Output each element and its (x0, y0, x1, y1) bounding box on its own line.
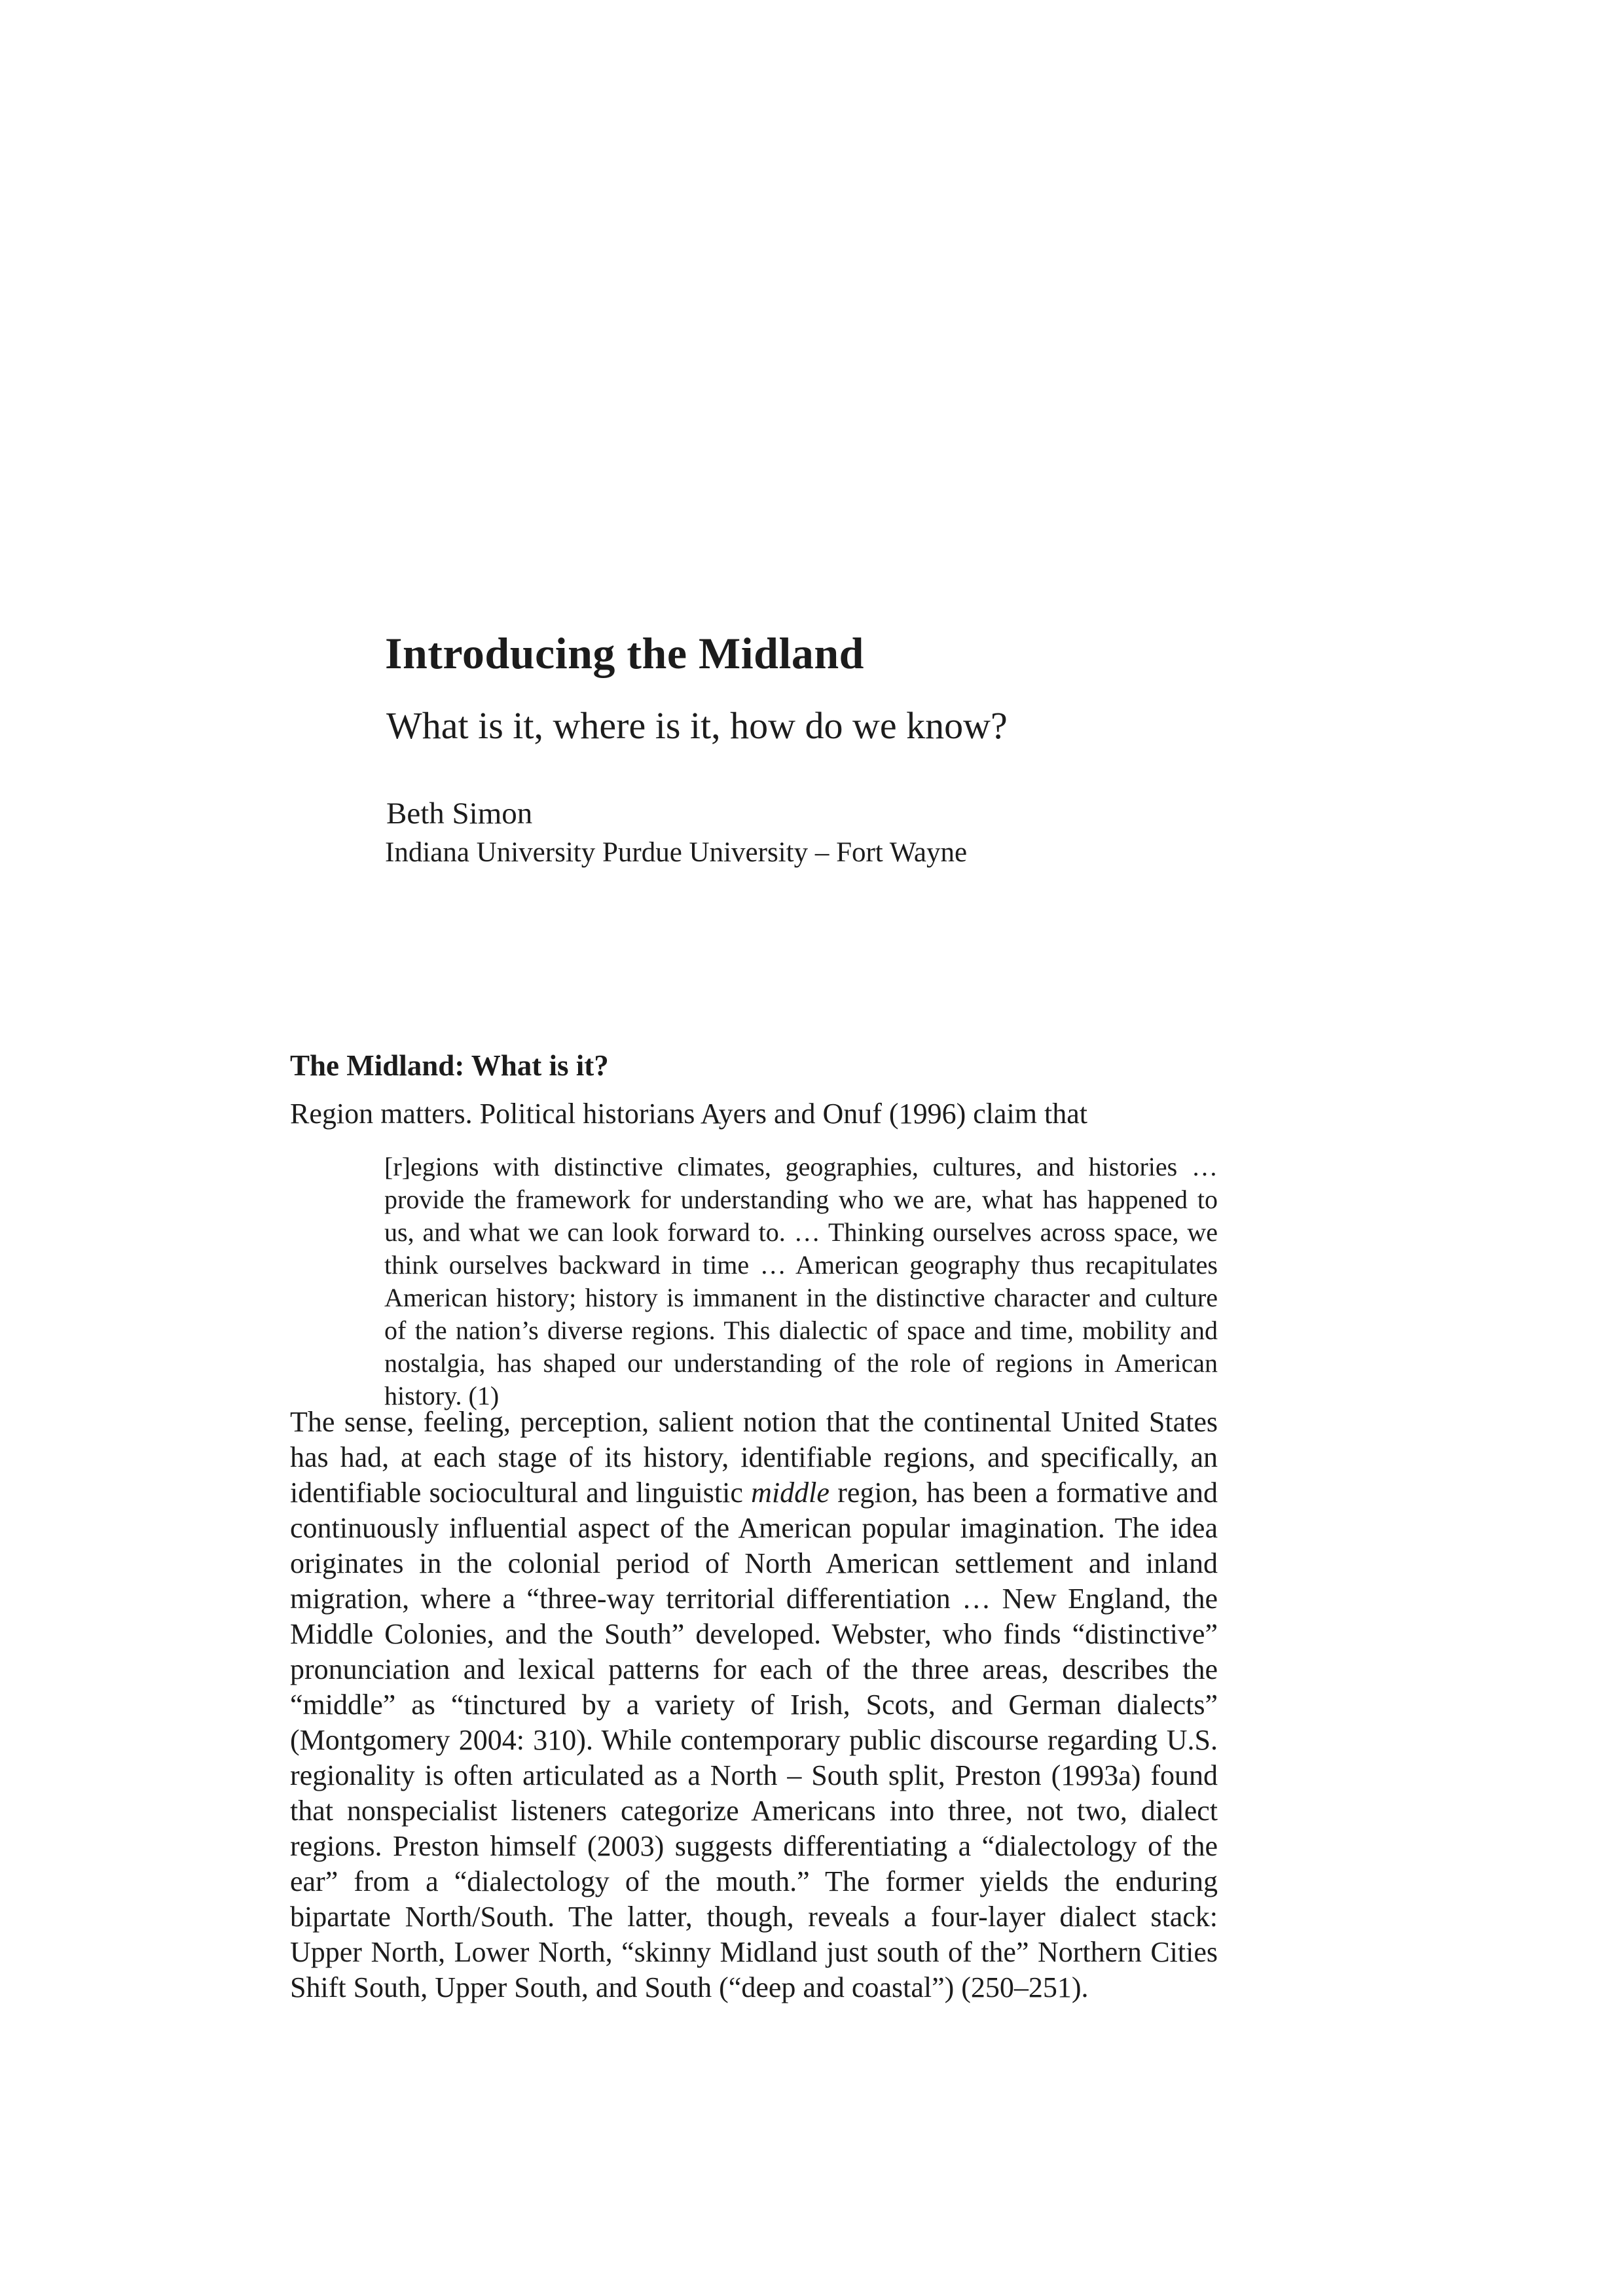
chapter-subtitle: What is it, where is it, how do we know? (386, 704, 1008, 747)
main-paragraph-text-start: The sense, feeling, perception, salient notion that the continental United States has had, at each stage of its history, identifiable regions, and specifically, an identifiable sociocultural and linguistic (290, 1406, 1218, 1509)
main-paragraph-italic-word: middle (751, 1477, 830, 1509)
block-quote: [r]egions with distinctive climates, geographies, cultures, and histories … provide the framework for understanding who we are, what has happened to us, and what we can look forward to. … Thinking ourselves across space, we think ourselves backward in time … American geography thus recapitulates American history; history is immanent in the distinctive character and culture of the nation’s diverse regions. This dialectic of space and time, mobility and nostalgia, has shaped our understanding of the role of regions in American history. (1) (384, 1152, 1218, 1410)
main-paragraph (290, 1405, 1218, 2005)
section-heading: The Midland: What is it? (290, 1049, 609, 1082)
author-affiliation: Indiana University Purdue University – Fort Wayne (385, 837, 968, 868)
author-name: Beth Simon (386, 797, 533, 831)
main-paragraph-text-end: region, has been a formative and continuously influential aspect of the American popular imagination. The idea originates in the colonial period of North American settlement and inland migration, where a “three-way territorial differentiation … New England, the Middle Colonies, and the South” developed. Webster, who finds “distinctive” pronunciation and lexical patterns for each of the three areas, describes the “middle” as “tinctured by a variety of Irish, Scots, and German dialects” (Montgomery 2004: 310). While contemporary public discourse regarding U.S. regionality is often articulated as a North – South split, Preston (1993a) found that nonspecialist listeners categorize Americans into three, not two, dialect regions. Preston himself (2003) suggests differentiating a “dialectology of the ear” from a “dialectology of the mouth.” The former yields the enduring bipartate North/South. The latter, though, reveals a four-layer dialect stack: Upper North, Lower North, “skinny Midland just south of the” Northern Cities Shift South, Upper South, and South (“deep and coastal”) (250–251). (290, 1477, 1218, 2003)
intro-paragraph: Region matters. Political historians Ayers and Onuf (1996) claim that (290, 1098, 1087, 1130)
chapter-title: Introducing the Midland (385, 628, 864, 678)
